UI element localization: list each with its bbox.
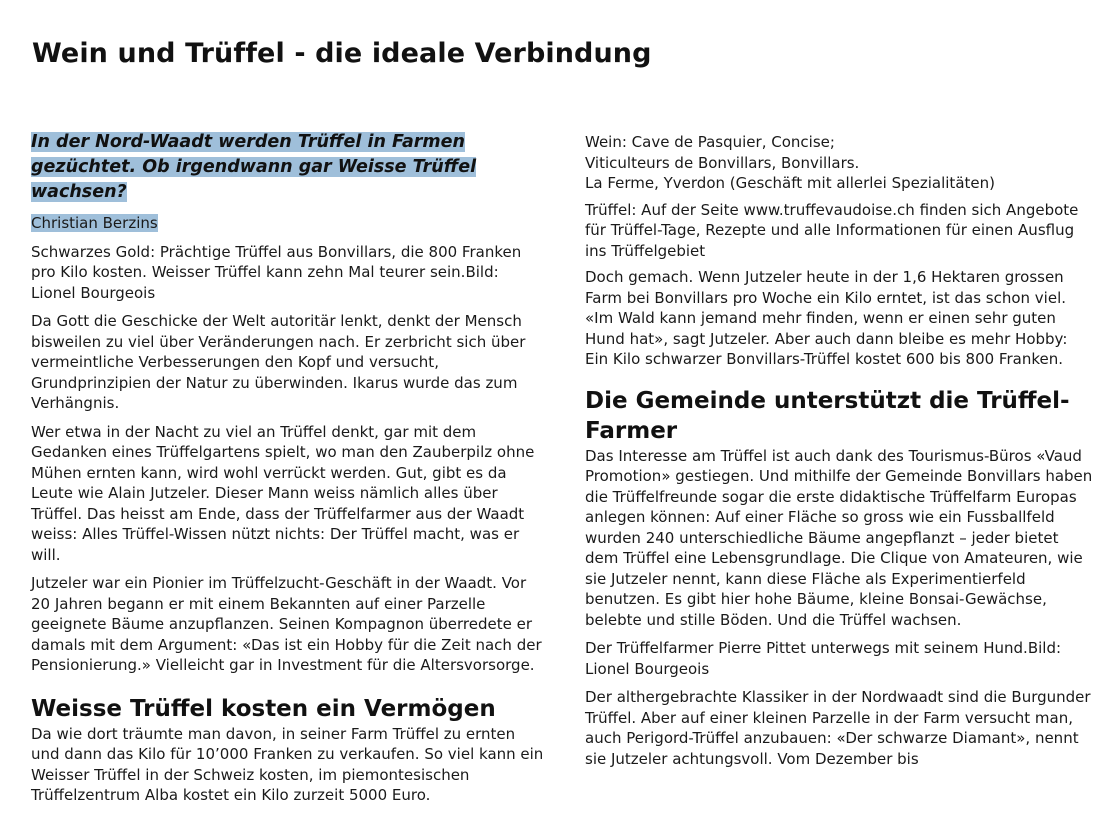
truffle-info: Trüffel: Auf der Seite www.truffevaudoise.ch finden sich Angebote für Trüffel-Tage, Rezepte und alle Informationen für einen Ausflug ins Trüffelgebiet — [585, 200, 1079, 260]
selected-author-text: Christian Berzins — [31, 214, 158, 232]
author-byline — [31, 213, 546, 234]
selected-lead-text: In der Nord-Waadt werden Trüffel in Farmen gezüchtet. Ob irgendwann gar Weisse Trüffel wachsen? — [31, 132, 477, 202]
paragraph: Da wie dort träumte man davon, in seiner Farm Trüffel zu ernten und dann das Kilo für 10’000 Franken zu verkaufen. So viel kann ein Weisser Trüffel in der Schweiz kosten, im piemontesischen Trüffelzentrum Alba kostet ein Kilo zurzeit 5000 Euro. — [31, 724, 544, 804]
wine-info — [585, 132, 1095, 194]
page-title: Wein und Trüffel - die ideale Verbindung — [32, 38, 652, 69]
paragraph: Doch gemach. Wenn Jutzeler heute in der 1,6 Hektaren grossen Farm bei Bonvillars pro Woche ein Kilo erntet, ist das schon viel. «Im Wald kann jemand mehr finden, wenn er einen sehr guten Hund hat», sagt Jutzeler. Aber auch dann bleibe es mehr Hobby: Ein Kilo schwarzer Bonvillars-Trüffel kostet 600 bis 800 Franken. — [585, 268, 1068, 368]
section-heading: Die Gemeinde unterstützt die Trüffel-Farmer — [585, 387, 1070, 444]
wine-line: Wein: Cave de Pasquier, Concise; — [585, 133, 835, 151]
image-caption: Schwarzes Gold: Prächtige Trüffel aus Bonvillars, die 800 Franken pro Kilo kosten. Weisser Trüffel kann zehn Mal teurer sein.Bild: Lionel Bourgeois — [31, 242, 522, 302]
right-column — [585, 132, 1095, 777]
section-heading: Weisse Trüffel kosten ein Vermögen — [31, 695, 496, 722]
wine-line: Viticulteurs de Bonvillars, Bonvillars. — [585, 153, 860, 172]
image-caption: Der Trüffelfarmer Pierre Pittet unterwegs mit seinem Hund.Bild: Lionel Bourgeois — [585, 639, 1062, 678]
article-lead — [31, 130, 546, 205]
paragraph: Da Gott die Geschicke der Welt autoritär lenkt, denkt der Mensch bisweilen zu viel über Veränderungen nach. Er zerbricht sich über vermeintliche Verbesserungen den Kopf und versucht, Grundprinzipien der Natur zu überwinden. Ikarus wurde das zum Verhängnis. — [31, 312, 526, 412]
wine-line: La Ferme, Yverdon (Geschäft mit allerlei Spezialitäten) — [585, 174, 995, 192]
paragraph: Das Interesse am Trüffel ist auch dank des Tourismus-Büros «Vaud Promotion» gestiegen. Und mithilfe der Gemeinde Bonvillars haben die Trüffelfreunde sogar die erste didaktische Trüffelfarm Europas anlegen können: Auf einer Fläche so gross wie ein Fussballfeld wurden 240 unterschiedliche Bäume angepflanzt – jeder bietet dem Trüffel eine Lebensgrundlage. Die Clique von Amateuren, wie sie Jutzeler nennt, kann diese Fläche als Experimentierfeld benutzen. Es gibt hier hohe Bäume, kleine Bonsai-Gewächse, belebte und stille Böden. Und die Trüffel wachsen. — [585, 446, 1093, 629]
paragraph: Der althergebrachte Klassiker in der Nordwaadt sind die Burgunder Trüffel. Aber auf einer kleinen Parzelle in der Farm versucht man, auch Perigord-Trüffel anzubauen: «Der schwarze Diamant», nennt sie Jutzeler achtungsvoll. Vom Dezember bis — [585, 688, 1091, 768]
paragraph: Jutzeler war ein Pionier im Trüffelzucht-Geschäft in der Waadt. Vor 20 Jahren begann er mit einem Bekannten auf einer Parzelle geeignete Bäume anzupflanzen. Seinen Kompagnon überredete er damals mit dem Argument: «Das ist ein Hobby für die Zeit nach der Pensionierung.» Vielleicht gar in Investment für die Altersvorsorge. — [31, 574, 542, 674]
paragraph: Wer etwa in der Nacht zu viel an Trüffel denkt, gar mit dem Gedanken eines Trüffelgartens spielt, wo man den Zauberpilz ohne Mühen ernten kann, wird wohl verrückt werden. Gut, gibt es da Leute wie Alain Jutzeler. Dieser Mann weiss nämlich alles über Trüffel. Das heisst am Ende, dass der Trüffelfarmer aus der Waadt weiss: Alles Trüffel-Wissen nützt nichts: Der Trüffel macht, was er will. — [31, 422, 535, 564]
left-column — [31, 130, 546, 814]
